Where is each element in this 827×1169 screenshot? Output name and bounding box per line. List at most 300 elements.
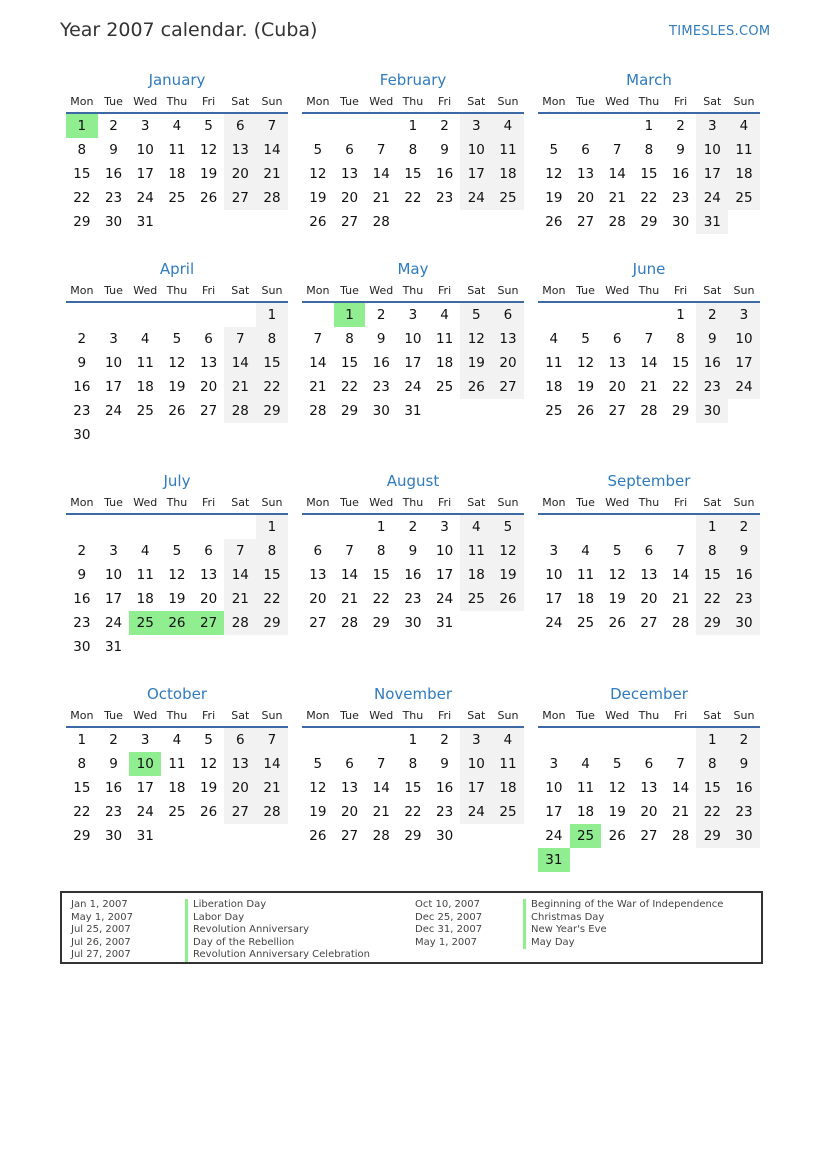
weekday-label: Wed <box>133 495 158 509</box>
holiday-day-cell: 10 <box>129 752 161 776</box>
day-cell: 8 <box>376 543 386 559</box>
day-cell: 21 <box>372 804 390 820</box>
empty-cell <box>302 515 334 539</box>
day-cell: 16 <box>696 351 728 375</box>
day-cell: 13 <box>309 567 327 583</box>
weekday-label: Tue <box>576 495 595 509</box>
day-cell: 26 <box>608 828 626 844</box>
day-cell: 29 <box>672 403 690 419</box>
weekday-label: Sat <box>467 94 486 108</box>
day-cell: 18 <box>168 780 186 796</box>
empty-cell <box>633 515 665 539</box>
day-cell: 26 <box>168 403 186 419</box>
holiday-day-cell: 25 <box>129 611 161 635</box>
empty-cell <box>224 515 256 539</box>
weekday-label: Sat <box>703 495 722 509</box>
day-cell: 15 <box>404 166 422 182</box>
day-cell: 30 <box>73 639 91 655</box>
day-cell: 8 <box>696 752 728 776</box>
day-cell: 13 <box>340 780 359 796</box>
month-december <box>538 684 760 872</box>
day-grid <box>302 728 524 848</box>
day-cell: 6 <box>224 114 256 138</box>
day-cell: 9 <box>77 567 87 583</box>
weekday-label: Fri <box>674 283 688 297</box>
day-cell: 2 <box>676 118 685 134</box>
day-cell: 17 <box>136 166 154 182</box>
day-cell: 31 <box>104 639 123 655</box>
day-cell: 6 <box>644 756 654 772</box>
day-cell: 16 <box>436 780 454 796</box>
day-cell: 3 <box>460 728 492 752</box>
weekday-label: Sat <box>467 283 486 297</box>
weekday-header <box>538 279 760 303</box>
day-cell: 4 <box>172 732 182 748</box>
day-cell: 17 <box>728 351 760 375</box>
day-cell: 28 <box>372 828 390 844</box>
day-cell: 4 <box>460 515 492 539</box>
day-cell: 9 <box>440 756 449 772</box>
day-cell: 26 <box>608 615 626 631</box>
weekday-label: Tue <box>104 708 123 722</box>
day-cell: 1 <box>676 307 685 323</box>
weekday-label: Sun <box>261 495 283 509</box>
day-cell: 13 <box>608 355 626 371</box>
day-cell: 1 <box>696 728 728 752</box>
legend-holiday-name: Revolution Anniversary Celebration <box>185 949 370 962</box>
legend-holiday-name: Christmas Day <box>523 912 723 925</box>
day-cell: 2 <box>109 732 118 748</box>
day-cell: 4 <box>581 756 590 772</box>
weekday-label: Tue <box>340 708 359 722</box>
day-cell: 5 <box>172 331 182 347</box>
empty-cell <box>601 728 633 752</box>
day-cell: 6 <box>313 543 323 559</box>
legend-holiday-name: Day of the Rebellion <box>185 937 370 950</box>
empty-cell <box>601 515 633 539</box>
weekday-label: Wed <box>605 94 630 108</box>
day-cell: 3 <box>440 519 449 535</box>
weekday-label: Fri <box>202 708 216 722</box>
empty-cell <box>302 303 334 327</box>
day-cell: 20 <box>608 379 626 395</box>
day-cell: 26 <box>576 403 595 419</box>
empty-cell <box>601 114 633 138</box>
legend-date: May 1, 2007 <box>415 936 478 948</box>
month-november <box>302 684 524 848</box>
day-cell: 5 <box>581 331 590 347</box>
empty-cell <box>538 114 570 138</box>
day-cell: 22 <box>73 804 91 820</box>
day-cell: 13 <box>492 327 524 351</box>
day-cell: 16 <box>728 776 760 800</box>
weekday-label: Fri <box>674 94 688 108</box>
day-cell: 25 <box>136 403 154 419</box>
day-cell: 30 <box>728 824 760 848</box>
empty-cell <box>665 515 697 539</box>
weekday-label: Mon <box>306 94 330 108</box>
day-cell: 29 <box>696 611 728 635</box>
day-cell: 27 <box>309 615 327 631</box>
day-cell: 1 <box>408 732 418 748</box>
weekday-label: Mon <box>542 283 566 297</box>
day-cell: 14 <box>640 355 658 371</box>
weekday-label: Mon <box>542 94 566 108</box>
day-cell: 24 <box>728 375 760 399</box>
empty-cell <box>129 303 161 327</box>
weekday-label: Mon <box>70 283 94 297</box>
day-cell: 17 <box>136 780 154 796</box>
day-cell: 11 <box>168 142 186 158</box>
legend-date: Jan 1, 2007 <box>71 899 128 910</box>
site-link[interactable]: TIMESLES.COM <box>669 24 771 39</box>
day-cell: 19 <box>309 804 327 820</box>
day-cell: 22 <box>73 190 91 206</box>
day-cell: 11 <box>492 752 524 776</box>
day-cell: 26 <box>492 587 524 611</box>
day-cell: 7 <box>345 543 354 559</box>
empty-cell <box>633 728 665 752</box>
weekday-label: Sat <box>231 495 250 509</box>
day-cell: 9 <box>696 327 728 351</box>
day-cell: 5 <box>204 118 213 134</box>
day-cell: 12 <box>492 539 524 563</box>
day-cell: 19 <box>200 166 218 182</box>
day-cell: 8 <box>644 142 654 158</box>
empty-cell <box>538 303 570 327</box>
empty-cell <box>365 114 397 138</box>
weekday-label: Tue <box>340 283 359 297</box>
day-cell: 11 <box>492 138 524 162</box>
day-cell: 20 <box>640 591 658 607</box>
day-cell: 29 <box>73 828 91 844</box>
day-cell: 10 <box>728 327 760 351</box>
day-cell: 18 <box>492 776 524 800</box>
weekday-header <box>302 279 524 303</box>
day-cell: 25 <box>576 615 595 631</box>
day-cell: 10 <box>136 142 154 158</box>
day-cell: 18 <box>436 355 454 371</box>
day-cell: 29 <box>256 399 288 423</box>
day-cell: 2 <box>440 118 449 134</box>
weekday-label: Wed <box>369 495 394 509</box>
weekday-label: Thu <box>166 495 188 509</box>
day-cell: 10 <box>460 138 492 162</box>
page-title: Year 2007 calendar. (Cuba) <box>60 19 318 41</box>
day-cell: 18 <box>460 563 492 587</box>
day-cell: 19 <box>608 591 626 607</box>
day-cell: 2 <box>77 543 87 559</box>
month-name: November <box>373 685 453 703</box>
day-cell: 17 <box>104 379 123 395</box>
day-cell: 15 <box>256 351 288 375</box>
weekday-label: Thu <box>402 495 424 509</box>
day-cell: 20 <box>200 379 218 395</box>
day-cell: 2 <box>440 732 449 748</box>
day-cell: 29 <box>73 214 91 230</box>
day-cell: 6 <box>224 728 256 752</box>
day-cell: 10 <box>404 331 422 347</box>
legend-holiday-name: Beginning of the War of Independence <box>523 899 723 912</box>
day-cell: 2 <box>728 728 760 752</box>
day-cell: 29 <box>696 824 728 848</box>
day-cell: 22 <box>256 587 288 611</box>
weekday-label: Sat <box>231 94 250 108</box>
day-cell: 18 <box>136 591 154 607</box>
weekday-label: Fri <box>674 495 688 509</box>
weekday-label: Mon <box>542 708 566 722</box>
weekday-label: Thu <box>638 708 660 722</box>
day-cell: 22 <box>696 587 728 611</box>
day-cell: 11 <box>168 756 186 772</box>
empty-cell <box>570 728 602 752</box>
day-cell: 19 <box>576 379 595 395</box>
weekday-label: Sun <box>497 94 519 108</box>
day-cell: 13 <box>576 166 595 182</box>
legend-left-dates <box>71 899 133 962</box>
day-cell: 2 <box>77 331 87 347</box>
day-cell: 27 <box>492 375 524 399</box>
weekday-label: Sat <box>467 708 486 722</box>
day-cell: 11 <box>728 138 760 162</box>
day-cell: 19 <box>200 780 218 796</box>
day-cell: 10 <box>104 567 123 583</box>
day-cell: 6 <box>345 756 354 772</box>
day-cell: 5 <box>172 543 182 559</box>
day-cell: 14 <box>672 780 690 796</box>
day-grid <box>66 303 288 447</box>
weekday-label: Mon <box>70 708 94 722</box>
month-name: February <box>379 71 447 89</box>
day-grid <box>302 303 524 423</box>
day-cell: 10 <box>696 138 728 162</box>
day-cell: 5 <box>204 732 213 748</box>
day-cell: 10 <box>460 752 492 776</box>
day-cell: 24 <box>460 186 492 210</box>
day-cell: 10 <box>545 567 563 583</box>
day-grid <box>66 728 288 848</box>
day-cell: 23 <box>672 190 690 206</box>
weekday-label: Fri <box>202 495 216 509</box>
day-cell: 16 <box>404 567 422 583</box>
weekday-label: Fri <box>438 94 452 108</box>
day-cell: 29 <box>404 828 422 844</box>
weekday-header <box>538 491 760 515</box>
day-cell: 14 <box>224 563 256 587</box>
holiday-legend <box>60 891 763 964</box>
weekday-label: Sun <box>733 94 755 108</box>
day-cell: 21 <box>224 587 256 611</box>
day-cell: 26 <box>309 214 327 230</box>
day-cell: 26 <box>460 375 492 399</box>
day-cell: 27 <box>576 214 595 230</box>
day-cell: 25 <box>168 190 186 206</box>
legend-right-names <box>523 899 723 949</box>
day-cell: 3 <box>140 732 150 748</box>
day-cell: 13 <box>640 780 658 796</box>
day-cell: 25 <box>728 186 760 210</box>
day-cell: 13 <box>340 166 359 182</box>
day-cell: 25 <box>492 186 524 210</box>
empty-cell <box>538 515 570 539</box>
day-cell: 1 <box>256 303 288 327</box>
day-cell: 14 <box>256 752 288 776</box>
day-cell: 11 <box>460 539 492 563</box>
empty-cell <box>98 303 130 327</box>
month-name: March <box>626 71 672 89</box>
day-cell: 23 <box>436 804 454 820</box>
day-cell: 21 <box>672 591 690 607</box>
month-september <box>538 471 760 635</box>
day-cell: 8 <box>77 142 87 158</box>
day-cell: 28 <box>224 611 256 635</box>
legend-date: Oct 10, 2007 <box>415 899 480 910</box>
day-cell: 31 <box>136 828 154 844</box>
day-cell: 1 <box>77 732 87 748</box>
day-cell: 12 <box>309 780 327 796</box>
month-name: December <box>610 685 688 703</box>
month-name: September <box>607 472 691 490</box>
day-cell: 30 <box>104 214 123 230</box>
day-cell: 26 <box>545 214 563 230</box>
day-cell: 22 <box>340 379 359 395</box>
day-cell: 24 <box>104 403 123 419</box>
weekday-label: Tue <box>104 94 123 108</box>
day-cell: 9 <box>109 756 118 772</box>
day-cell: 7 <box>376 142 386 158</box>
day-cell: 24 <box>104 615 123 631</box>
weekday-label: Fri <box>438 283 452 297</box>
month-april <box>66 259 288 447</box>
day-cell: 1 <box>408 118 418 134</box>
day-cell: 24 <box>460 800 492 824</box>
day-cell: 16 <box>372 355 390 371</box>
day-cell: 6 <box>581 142 590 158</box>
day-cell: 1 <box>256 515 288 539</box>
weekday-label: Wed <box>605 495 630 509</box>
day-cell: 19 <box>309 190 327 206</box>
day-cell: 6 <box>204 543 213 559</box>
weekday-label: Sun <box>497 283 519 297</box>
day-cell: 21 <box>224 375 256 399</box>
day-cell: 17 <box>104 591 123 607</box>
day-cell: 14 <box>608 166 626 182</box>
day-cell: 27 <box>340 828 359 844</box>
day-cell: 4 <box>140 543 150 559</box>
day-cell: 10 <box>104 355 123 371</box>
weekday-header <box>66 279 288 303</box>
day-cell: 21 <box>372 190 390 206</box>
day-cell: 10 <box>436 543 454 559</box>
legend-holiday-name: Labor Day <box>185 912 370 925</box>
legend-date: May 1, 2007 <box>71 911 134 923</box>
day-cell: 20 <box>224 776 256 800</box>
weekday-label: Wed <box>605 708 630 722</box>
day-cell: 15 <box>404 780 422 796</box>
day-cell: 11 <box>136 355 154 371</box>
empty-cell <box>193 515 225 539</box>
month-july <box>66 471 288 659</box>
day-cell: 27 <box>640 828 658 844</box>
weekday-label: Thu <box>402 94 424 108</box>
day-cell: 29 <box>340 403 359 419</box>
holiday-day-cell: 27 <box>193 611 225 635</box>
day-cell: 3 <box>140 118 150 134</box>
legend-date: Jul 26, 2007 <box>71 936 131 948</box>
day-cell: 20 <box>340 804 359 820</box>
legend-holiday-name: New Year's Eve <box>523 924 723 937</box>
weekday-header <box>538 90 760 114</box>
month-name: October <box>146 685 208 703</box>
weekday-header <box>302 90 524 114</box>
weekday-label: Thu <box>638 283 660 297</box>
day-cell: 22 <box>640 190 658 206</box>
day-cell: 9 <box>408 543 418 559</box>
empty-cell <box>66 515 98 539</box>
day-cell: 7 <box>676 756 685 772</box>
day-cell: 7 <box>224 539 256 563</box>
day-cell: 10 <box>545 780 563 796</box>
day-cell: 15 <box>340 355 359 371</box>
day-cell: 30 <box>73 427 91 443</box>
day-cell: 7 <box>256 114 288 138</box>
day-cell: 25 <box>436 379 454 395</box>
weekday-label: Thu <box>166 708 188 722</box>
day-cell: 9 <box>440 142 449 158</box>
day-cell: 6 <box>612 331 622 347</box>
day-cell: 30 <box>104 828 123 844</box>
day-cell: 25 <box>492 800 524 824</box>
day-cell: 23 <box>73 403 91 419</box>
day-cell: 3 <box>460 114 492 138</box>
day-cell: 24 <box>136 804 154 820</box>
day-cell: 17 <box>436 567 454 583</box>
holiday-day-cell: 31 <box>538 848 570 872</box>
day-cell: 18 <box>136 379 154 395</box>
day-cell: 3 <box>408 307 418 323</box>
empty-cell <box>538 728 570 752</box>
day-cell: 3 <box>109 331 118 347</box>
day-cell: 16 <box>73 379 91 395</box>
legend-holiday-name: Revolution Anniversary <box>185 924 370 937</box>
month-march <box>538 70 760 234</box>
day-cell: 28 <box>672 615 690 631</box>
day-cell: 14 <box>372 780 390 796</box>
day-cell: 12 <box>460 327 492 351</box>
day-cell: 13 <box>200 567 218 583</box>
weekday-label: Fri <box>438 495 452 509</box>
weekday-label: Sun <box>261 283 283 297</box>
day-cell: 30 <box>404 615 422 631</box>
day-cell: 16 <box>104 166 123 182</box>
day-cell: 9 <box>376 331 386 347</box>
day-cell: 2 <box>696 303 728 327</box>
month-august <box>302 471 524 635</box>
day-cell: 25 <box>460 587 492 611</box>
weekday-header <box>538 704 760 728</box>
day-cell: 4 <box>581 543 590 559</box>
day-cell: 11 <box>576 780 595 796</box>
day-cell: 24 <box>545 615 563 631</box>
empty-cell <box>570 303 602 327</box>
day-cell: 19 <box>460 351 492 375</box>
day-cell: 11 <box>576 567 595 583</box>
day-cell: 13 <box>224 138 256 162</box>
weekday-label: Tue <box>340 94 359 108</box>
day-cell: 16 <box>104 780 123 796</box>
empty-cell <box>161 303 193 327</box>
day-cell: 4 <box>492 728 524 752</box>
